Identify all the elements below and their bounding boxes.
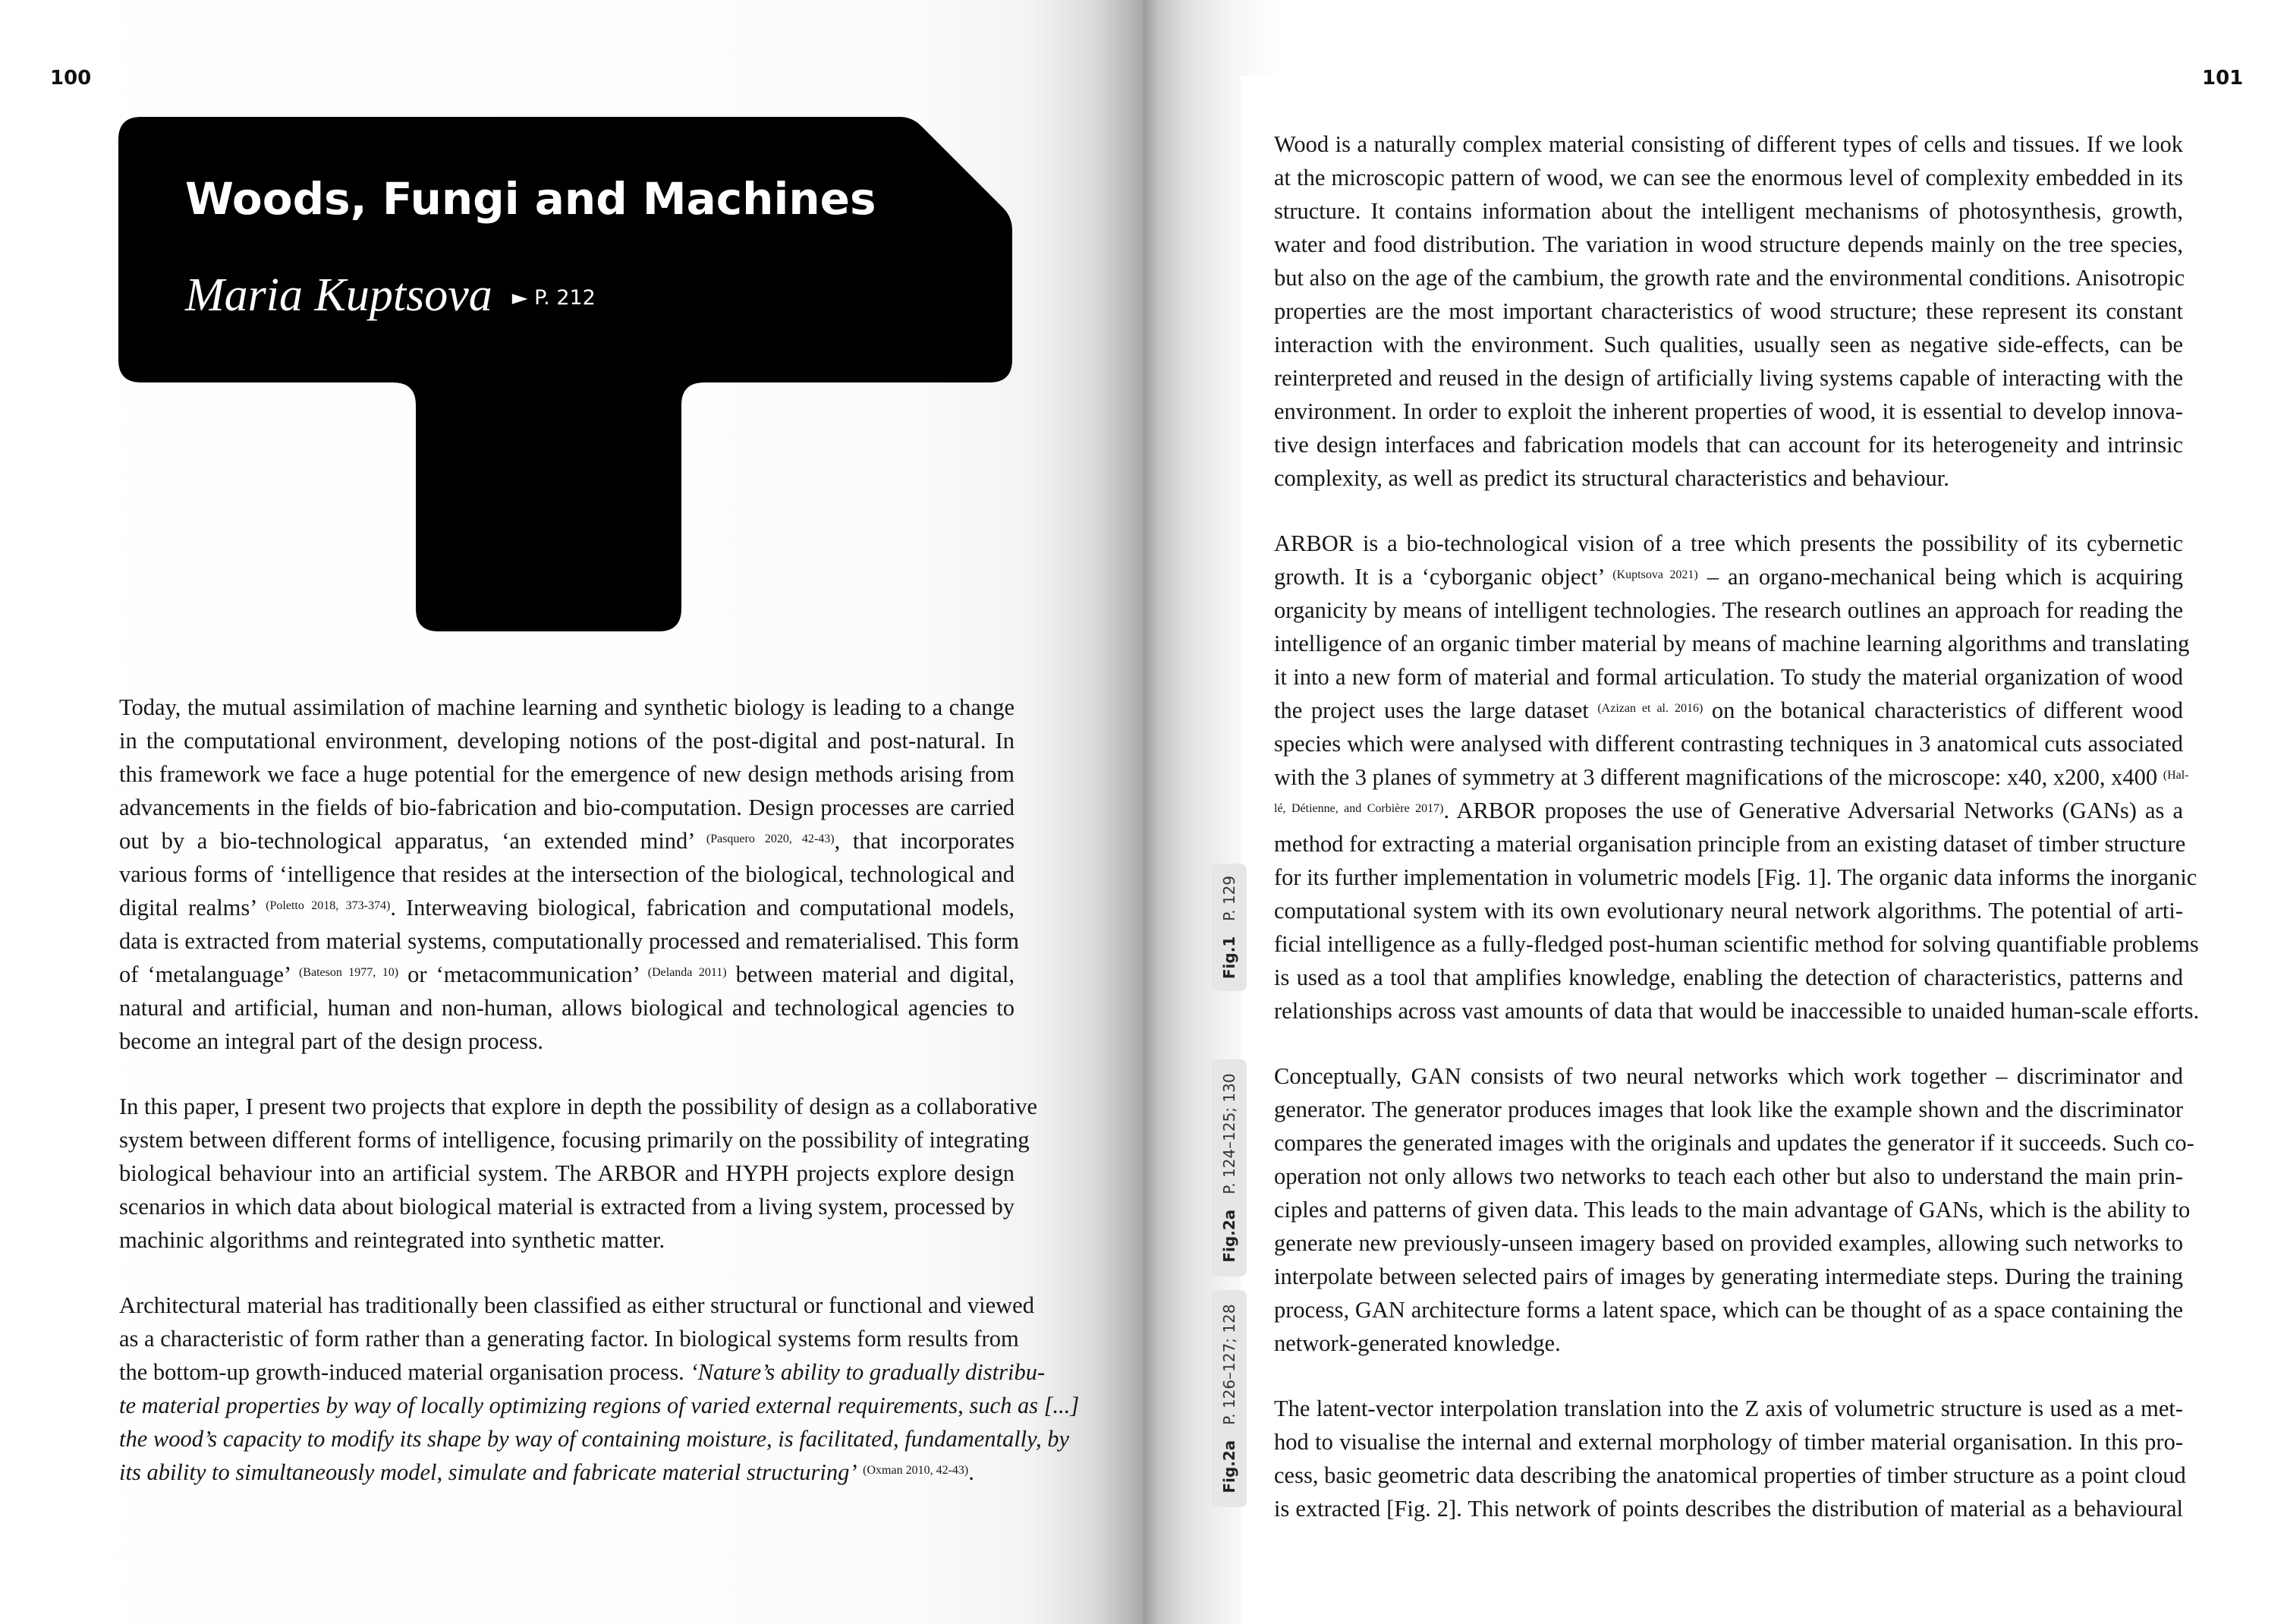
body-paragraph <box>1274 1059 2194 1360</box>
text-line: generate new previously-unseen imagery based on provided examples, allowing such networks to <box>1274 1230 2183 1256</box>
text-line: digital realms’ $^{(Poletto 2018, 373-374)}$. Interweaving biological, fabrication and computational models, <box>119 895 1015 921</box>
text-line: operation not only allows two networks to teach each other but also to understand the main prin- <box>1274 1163 2183 1189</box>
text-line: the wood’s capacity to modify its shape by way of containing moisture, is facilitated, fundamentally, by <box>119 1426 1070 1452</box>
text-line: this framework we face a huge potential for the emergence of new design methods arising from <box>119 761 1015 787</box>
text-line: Conceptually, GAN consists of two neural networks which work together – discriminator and <box>1274 1063 2183 1089</box>
text-line: complexity, as well as predict its structural characteristics and behaviour. <box>1274 465 1949 491</box>
title-block <box>118 117 1012 631</box>
text-line: structure. It contains information about the intelligent mechanisms of photosynthesis, growth, <box>1274 198 2183 224</box>
text-line: water and food distribution. The variation in wood structure depends mainly on the tree species, <box>1274 231 2183 257</box>
text-line: network-generated knowledge. <box>1274 1330 1561 1356</box>
figure-page-ref: P. 124–125; 130 <box>1220 1073 1238 1194</box>
text-line: the bottom-up growth-induced material organisation process. ‘Nature’s ability to gradually distribu- <box>119 1359 1046 1385</box>
text-line: with the 3 planes of symmetry at 3 different magnifications of the microscope: x40, x200, x400 $^{(Hal-}$ <box>1274 764 2189 790</box>
text-line: ciples and patterns of given data. This leads to the main advantage of GANs, which is the ability to <box>1274 1197 2191 1223</box>
text-line: it into a new form of material and formal articulation. To study the material organization of wood <box>1274 664 2183 690</box>
text-line: at the microscopic pattern of wood, we can see the enormous level of complexity embedded in its <box>1274 165 2183 190</box>
body-paragraph <box>1274 527 2200 1028</box>
text-line: out by a bio-technological apparatus, ‘an extended mind’ $^{(Pasquero 2020, 42-43)}$, that incorporates <box>119 828 1015 854</box>
text-line: ARBOR is a bio-technological vision of a tree which presents the possibility of its cybernetic <box>1274 530 2183 556</box>
text-line: ficial intelligence as a fully-fledged post-human scientific method for solving quantifiable problems <box>1274 931 2199 957</box>
figure-page-ref: P. 126–127; 128 <box>1220 1304 1238 1425</box>
figure-number: Fig.2a <box>1220 1209 1238 1263</box>
author-line <box>185 269 596 323</box>
text-line: properties are the most important characteristics of wood structure; these represent its constant <box>1274 298 2183 324</box>
body-paragraph <box>119 691 1020 1058</box>
text-line: process, GAN architecture forms a latent space, which can be thought of as a space containing the <box>1274 1297 2183 1323</box>
text-line: organicity by means of intelligent technologies. The research outlines an approach for reading the <box>1274 597 2183 623</box>
text-line: the project uses the large dataset $^{(Azizan et al. 2016)}$ on the botanical characteristics of different wood <box>1274 697 2184 723</box>
text-line: interaction with the environment. Such qualities, usually seen as negative side-effects, can be <box>1274 332 2183 357</box>
text-line: $^{lé, Détienne, and Corbière 2017)}$. ARBOR proposes the use of Generative Adversarial Networks (GANs) as a <box>1274 798 2183 823</box>
left-body-text <box>119 691 1080 1521</box>
text-line: The latent-vector interpolation translation into the Z axis of volumetric structure is used as a met- <box>1274 1396 2183 1421</box>
text-line: cess, basic geometric data describing the anatomical properties of timber structure as a point cloud <box>1274 1462 2186 1488</box>
text-line: intelligence of an organic timber material by means of machine learning algorithms and translating <box>1274 631 2190 656</box>
body-paragraph <box>1274 127 2183 495</box>
text-line: Today, the mutual assimilation of machine learning and synthetic biology is leading to a change <box>119 694 1015 720</box>
text-line: natural and artificial, human and non-human, allows biological and technological agencies to <box>119 995 1015 1021</box>
author-page-ref-link[interactable]: ► P. 212 <box>511 286 596 310</box>
text-line: growth. It is a ‘cyborganic object’ $^{(Kuptsova 2021)}$ – an organo-mechanical being which is acquiring <box>1274 564 2183 590</box>
figure-ref-tab[interactable] <box>1212 864 1247 991</box>
text-line: hod to visualise the internal and external morphology of timber material organisation. In this pro- <box>1274 1429 2183 1455</box>
text-line: interpolate between selected pairs of images by generating intermediate steps. During the training <box>1274 1264 2183 1289</box>
right-body-text <box>1274 127 2200 1557</box>
article-title: Woods, Fungi and Machines <box>185 173 876 225</box>
right-page <box>1144 0 2287 1624</box>
text-line: tive design interfaces and fabrication models that can account for its heterogeneity and intrinsic <box>1274 432 2183 458</box>
text-line: environment. In order to exploit the inherent properties of wood, it is essential to develop innova- <box>1274 398 2183 424</box>
body-paragraph <box>1274 1392 2186 1525</box>
text-line: Architectural material has traditionally been classified as either structural or functional and viewed <box>119 1292 1034 1318</box>
text-line: of ‘metalanguage’ $^{(Bateson 1977, 10)}$ or ‘metacommunication’ $^{(Delanda 2011)}$ between material and digital, <box>119 961 1015 987</box>
figure-page-ref: P. 129 <box>1220 875 1238 921</box>
figure-ref-label <box>1220 1073 1238 1262</box>
text-line: for its further implementation in volumetric models [Fig. 1]. The organic data informs the inorganic <box>1274 864 2197 890</box>
text-line: various forms of ‘intelligence that resides at the intersection of the biological, technological and <box>119 861 1015 887</box>
figure-number: Fig.1 <box>1220 936 1238 980</box>
text-line: scenarios in which data about biological material is extracted from a living system, processed by <box>119 1194 1015 1220</box>
text-line: relationships across vast amounts of data that would be inaccessible to unaided human-scale efforts. <box>1274 998 2200 1024</box>
figure-ref-tab[interactable] <box>1212 1290 1247 1507</box>
page-number-left: 100 <box>50 67 92 90</box>
figure-ref-label <box>1220 876 1238 979</box>
text-line: method for extracting a material organisation principle from an existing dataset of timber structure <box>1274 831 2186 857</box>
text-line: become an integral part of the design process. <box>119 1028 543 1054</box>
body-paragraph <box>119 1289 1080 1489</box>
text-line: data is extracted from material systems, computationally processed and rematerialised. This form <box>119 928 1020 954</box>
text-line: system between different forms of intelligence, focusing primarily on the possibility of integrating <box>119 1127 1030 1153</box>
text-line: computational system with its own evolutionary neural network algorithms. The potential of arti- <box>1274 898 2183 924</box>
figure-ref-label <box>1220 1304 1238 1493</box>
text-line: generator. The generator produces images that look like the example shown and the discriminator <box>1274 1097 2183 1122</box>
text-line: in the computational environment, developing notions of the post-digital and post-natural. In <box>119 728 1015 754</box>
text-line: reinterpreted and reused in the design of artificially living systems capable of interacting with the <box>1274 365 2183 391</box>
text-line: is extracted [Fig. 2]. This network of points describes the distribution of material as a behavioural <box>1274 1496 2183 1522</box>
text-line: as a characteristic of form rather than a generating factor. In biological systems form results from <box>119 1326 1019 1352</box>
text-line: In this paper, I present two projects that explore in depth the possibility of design as a collaborative <box>119 1094 1037 1119</box>
text-line: biological behaviour into an artificial system. The ARBOR and HYPH projects explore design <box>119 1160 1015 1186</box>
body-paragraph <box>119 1090 1037 1257</box>
author-name: Maria Kuptsova <box>185 269 492 321</box>
page-number-right: 101 <box>2202 67 2244 90</box>
text-line: machinic algorithms and reintegrated into synthetic matter. <box>119 1227 665 1253</box>
text-line: advancements in the fields of bio-fabrication and bio-computation. Design processes are carried <box>119 795 1015 820</box>
text-line: compares the generated images with the originals and updates the generator if it succeeds. Such co- <box>1274 1130 2194 1156</box>
text-line: its ability to simultaneously model, simulate and fabricate material structuring’ $^{(Oxman 2010, 42-43)}$. <box>119 1459 974 1485</box>
text-line: species which were analysed with different contrasting techniques in 3 anatomical cuts associated <box>1274 731 2183 757</box>
text-line: is used as a tool that amplifies knowledge, enabling the detection of characteristics, patterns and <box>1274 965 2183 990</box>
text-line: te material properties by way of locally optimizing regions of varied external requirements, such as [...] <box>119 1393 1080 1418</box>
text-line: Wood is a naturally complex material consisting of different types of cells and tissues. If we look <box>1274 131 2183 157</box>
text-line: but also on the age of the cambium, the growth rate and the environmental conditions. Anisotropic <box>1274 265 2185 291</box>
figure-number: Fig.2a <box>1220 1440 1238 1493</box>
figure-ref-tab[interactable] <box>1212 1059 1247 1276</box>
